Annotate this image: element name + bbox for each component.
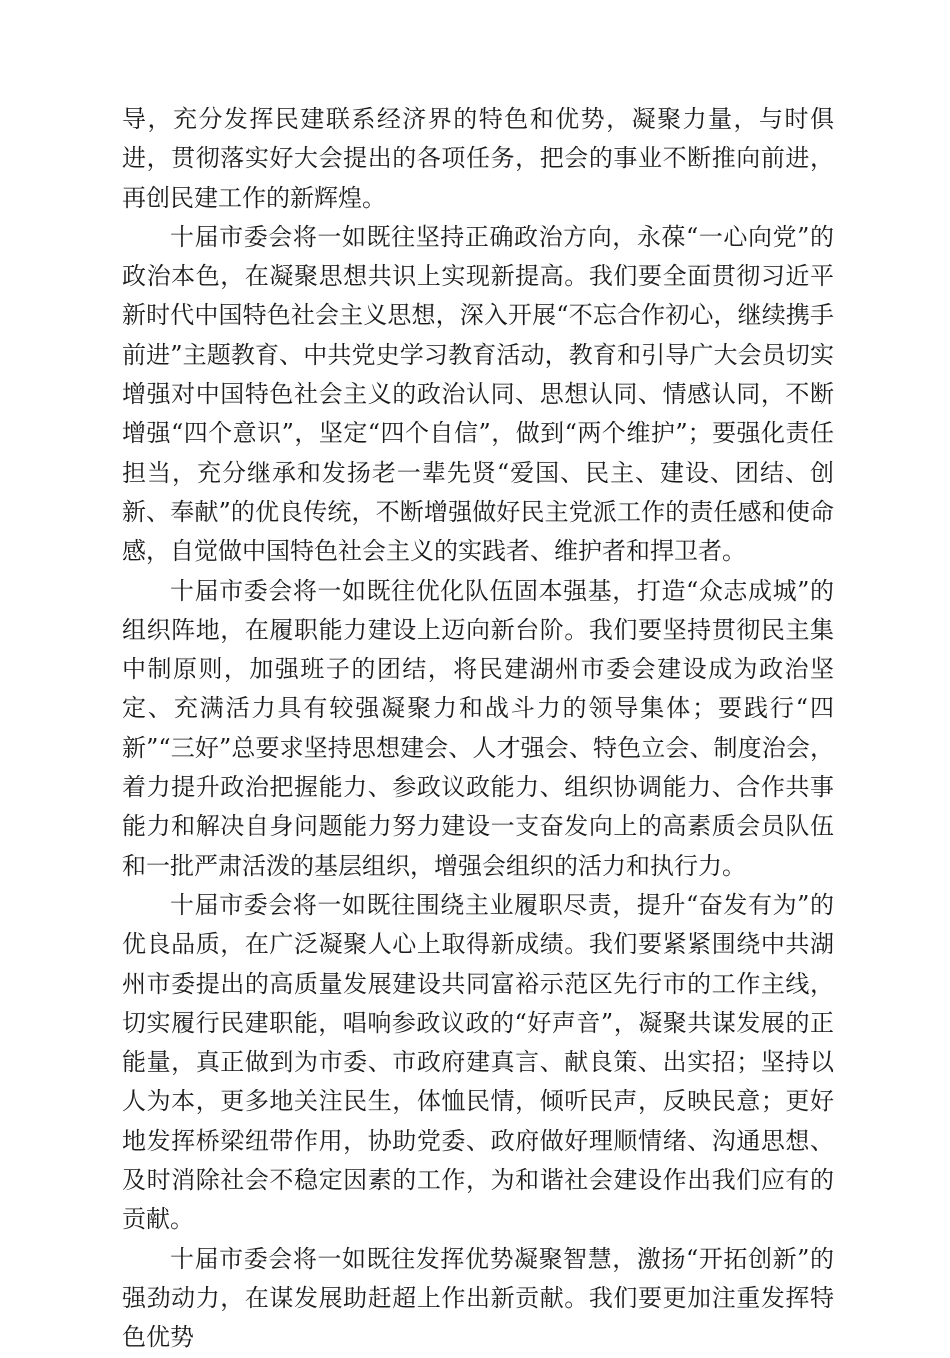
paragraph-innovation: 十届市委会将一如既往发挥优势凝聚智慧，激扬“开拓创新”的强劲动力，在谋发展助赶超上作出新贡献。我们要更加注重发挥特色优势: [122, 1244, 834, 1352]
paragraph-continuation: 导，充分发挥民建联系经济界的特色和优势，凝聚力量，与时俱进，贯彻落实好大会提出的各项任务，把会的事业不断推向前进，再创民建工作的新辉煌。: [122, 105, 834, 212]
document-body: [122, 100, 834, 1358]
paragraph-team-building: 十届市委会将一如既往优化队伍固本强基，打造“众志成城”的组织阵地，在履职能力建设上迈向新台阶。我们要坚持贯彻民主集中制原则，加强班子的团结，将民建湖州市委会建设成为政治坚定、充满活力具有较强凝聚力和战斗力的领导集体；要践行“四新”“三好”总要求坚持思想建会、人才强会、特色立会、制度治会，着力提升政治把握能力、参政议政能力、组织协调能力、合作共事能力和解决自身问题能力努力建设一支奋发向上的高素质会员队伍和一批严肃活泼的基层组织，增强会组织的活力和执行力。: [122, 576, 834, 880]
paragraph-political-direction: 十届市委会将一如既往坚持正确政治方向，永葆“一心向党”的政治本色，在凝聚思想共识上实现新提高。我们要全面贯彻习近平新时代中国特色社会主义思想，深入开展“不忘合作初心，继续携手前进”主题教育、中共党史学习教育活动，教育和引导广大会员切实增强对中国特色社会主义的政治认同、思想认同、情感认同，不断增强“四个意识”，坚定“四个自信”，做到“两个维护”；要强化责任担当，充分继承和发扬老一辈先贤“爱国、民主、建设、团结、创新、奉献”的优良传统，不断增强做好民主党派工作的责任感和使命感，自觉做中国特色社会主义的实践者、维护者和捍卫者。: [122, 222, 834, 566]
paragraph-core-duties: 十届市委会将一如既往围绕主业履职尽责，提升“奋发有为”的优良品质，在广泛凝聚人心上取得新成绩。我们要紧紧围绕中共湖州市委提出的高质量发展建设共同富裕示范区先行市的工作主线，切实履行民建职能，唱响参政议政的“好声音”，凝聚共谋发展的正能量，真正做到为市委、市政府建真言、献良策、出实招；坚持以人为本，更多地关注民生，体恤民情，倾听民声，反映民意；更好地发挥桥梁纽带作用，协助党委、政府做好理顺情绪、沟通思想、及时消除社会不稳定因素的工作，为和谐社会建设作出我们应有的贡献。: [122, 890, 834, 1234]
